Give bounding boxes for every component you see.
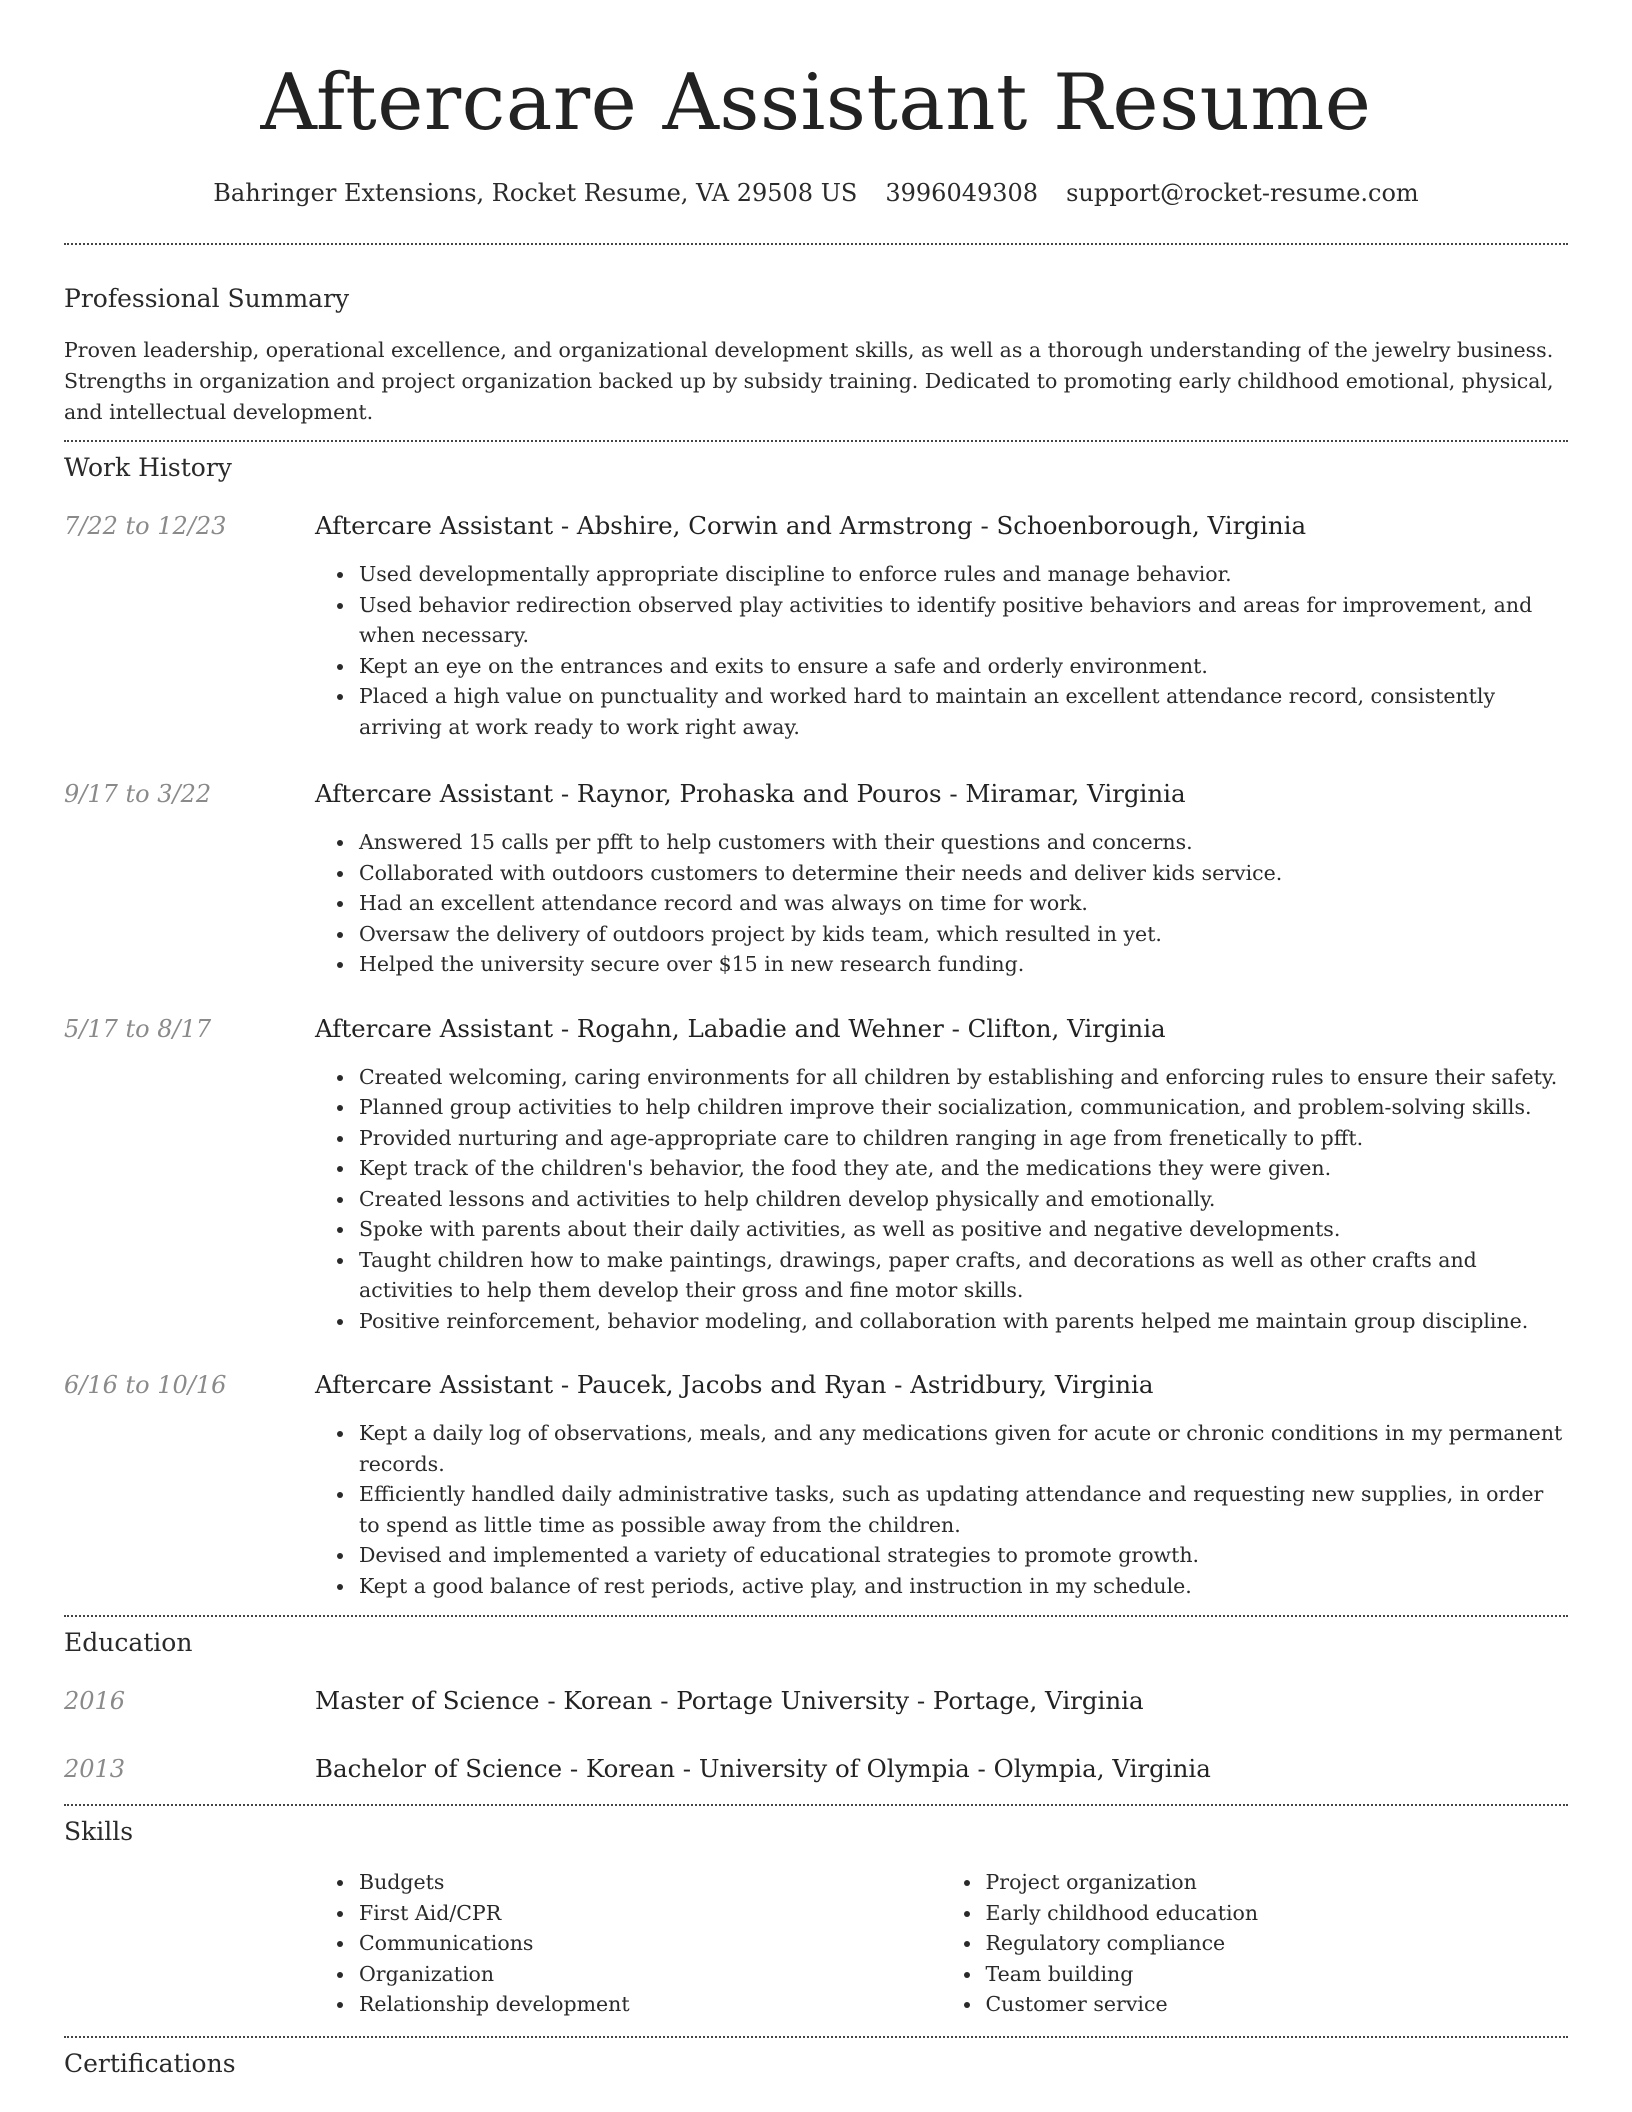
skill-item: Customer service: [986, 1989, 1569, 2020]
education-section: [64, 1628, 1568, 1784]
list-item: Created welcoming, caring environments for all children by establishing and enforcing rules to ensure their safety.: [359, 1062, 1568, 1093]
contact-address: Bahringer Extensions, Rocket Resume, VA 29508 US: [213, 179, 858, 207]
job-entry: [64, 779, 1568, 980]
job-bullets: [315, 1418, 1568, 1601]
list-item: Created lessons and activities to help children develop physically and emotionally.: [359, 1184, 1568, 1215]
section-title-work-history: Work History: [64, 453, 232, 482]
contact-line: [64, 178, 1568, 208]
job-date: 6/16 to 10/16: [64, 1371, 227, 1399]
skill-item: Organization: [359, 1959, 942, 1990]
resume-title: Aftercare Assistant Resume: [260, 58, 1372, 148]
divider: [64, 1615, 1568, 1617]
section-title-certifications: Certifications: [64, 2048, 236, 2078]
skills-columns: [315, 1867, 1568, 2020]
work-history-section: [64, 453, 1568, 1601]
education-entry: [64, 1686, 1568, 1716]
divider: [64, 2036, 1568, 2038]
list-item: Answered 15 calls per pfft to help customers with their questions and concerns.: [359, 827, 1568, 858]
job-date: 7/22 to 12/23: [64, 512, 227, 540]
list-item: Kept a daily log of observations, meals, and any medications given for acute or chronic conditions in my permanent records.: [359, 1418, 1568, 1479]
skills-list-right: [942, 1867, 1569, 2020]
list-item: Efficiently handled daily administrative tasks, such as updating attendance and requesting new supplies, in order to spend as little time as possible away from the children.: [359, 1479, 1568, 1540]
skills-list-left: [315, 1867, 942, 2020]
job-bullets: [315, 827, 1568, 980]
job-title: Aftercare Assistant - Paucek, Jacobs and Ryan - Astridbury, Virginia: [315, 1370, 1154, 1399]
list-item: Planned group activities to help children improve their socialization, communication, and problem-solving skills.: [359, 1092, 1568, 1123]
list-item: Taught children how to make paintings, drawings, paper crafts, and decorations as well as other crafts and activities to help them develop their gross and fine motor skills.: [359, 1245, 1568, 1306]
education-year: 2013: [64, 1755, 126, 1783]
education-degree: Master of Science - Korean - Portage University - Portage, Virginia: [315, 1686, 1144, 1715]
list-item: Helped the university secure over $15 in new research funding.: [359, 949, 1568, 980]
skill-item: Early childhood education: [986, 1898, 1569, 1929]
list-item: Used developmentally appropriate discipline to enforce rules and manage behavior.: [359, 559, 1568, 590]
contact-email: support@rocket-resume.com: [1066, 179, 1419, 207]
skill-item: Project organization: [986, 1867, 1569, 1898]
job-bullets: [315, 1062, 1568, 1337]
section-title-summary: Professional Summary: [64, 284, 350, 313]
job-bullets: [315, 559, 1568, 742]
job-title: Aftercare Assistant - Raynor, Prohaska and Pouros - Miramar, Virginia: [315, 779, 1186, 808]
divider: [64, 243, 1568, 245]
list-item: Spoke with parents about their daily activities, as well as positive and negative developments.: [359, 1214, 1568, 1245]
list-item: Kept track of the children's behavior, the food they ate, and the medications they were given.: [359, 1153, 1568, 1184]
section-title-skills: Skills: [64, 1817, 134, 1846]
list-item: Positive reinforcement, behavior modeling, and collaboration with parents helped me maintain group discipline.: [359, 1306, 1568, 1337]
skill-item: Team building: [986, 1959, 1569, 1990]
list-item: Devised and implemented a variety of educational strategies to promote growth.: [359, 1540, 1568, 1571]
education-year: 2016: [64, 1687, 126, 1715]
list-item: Kept a good balance of rest periods, active play, and instruction in my schedule.: [359, 1571, 1568, 1602]
job-date: 9/17 to 3/22: [64, 780, 212, 808]
job-title: Aftercare Assistant - Abshire, Corwin and Armstrong - Schoenborough, Virginia: [315, 511, 1307, 540]
job-entry: [64, 1370, 1568, 1601]
skill-item: Relationship development: [359, 1989, 942, 2020]
skill-item: Regulatory compliance: [986, 1928, 1569, 1959]
job-entry: [64, 1014, 1568, 1337]
section-title-education: Education: [64, 1628, 193, 1657]
list-item: Placed a high value on punctuality and worked hard to maintain an excellent attendance record, consistently arriving at work ready to work right away.: [359, 681, 1568, 742]
job-entry: [64, 511, 1568, 742]
list-item: Provided nurturing and age-appropriate care to children ranging in age from frenetically to pfft.: [359, 1123, 1568, 1154]
list-item: Used behavior redirection observed play activities to identify positive behaviors and areas for improvement, and when necessary.: [359, 590, 1568, 651]
skills-section: [64, 1817, 1568, 2020]
job-date: 5/17 to 8/17: [64, 1014, 212, 1043]
skill-item: Budgets: [359, 1867, 942, 1898]
skill-item: Communications: [359, 1928, 942, 1959]
list-item: Kept an eye on the entrances and exits to ensure a safe and orderly environment.: [359, 651, 1568, 682]
divider: [64, 440, 1568, 442]
skill-item: First Aid/CPR: [359, 1898, 942, 1929]
education-entry: [64, 1754, 1568, 1784]
summary-text: Proven leadership, operational excellence, and organizational development skills, as well as a thorough understanding of the jewelry business. Strengths in organization and project organization backed up by subsidy training. Dedicated to promoting early childhood emotional, physical, and intellectual development.: [64, 338, 1554, 424]
list-item: Had an excellent attendance record and was always on time for work.: [359, 888, 1568, 919]
summary-section: [64, 284, 1568, 428]
list-item: Oversaw the delivery of outdoors project by kids team, which resulted in yet.: [359, 919, 1568, 950]
list-item: Collaborated with outdoors customers to determine their needs and deliver kids service.: [359, 858, 1568, 889]
certifications-section: [64, 2049, 1568, 2079]
job-title: Aftercare Assistant - Rogahn, Labadie and Wehner - Clifton, Virginia: [315, 1013, 1166, 1043]
contact-phone: 3996049308: [885, 179, 1039, 207]
divider: [64, 1804, 1568, 1806]
education-degree: Bachelor of Science - Korean - University of Olympia - Olympia, Virginia: [315, 1754, 1211, 1783]
